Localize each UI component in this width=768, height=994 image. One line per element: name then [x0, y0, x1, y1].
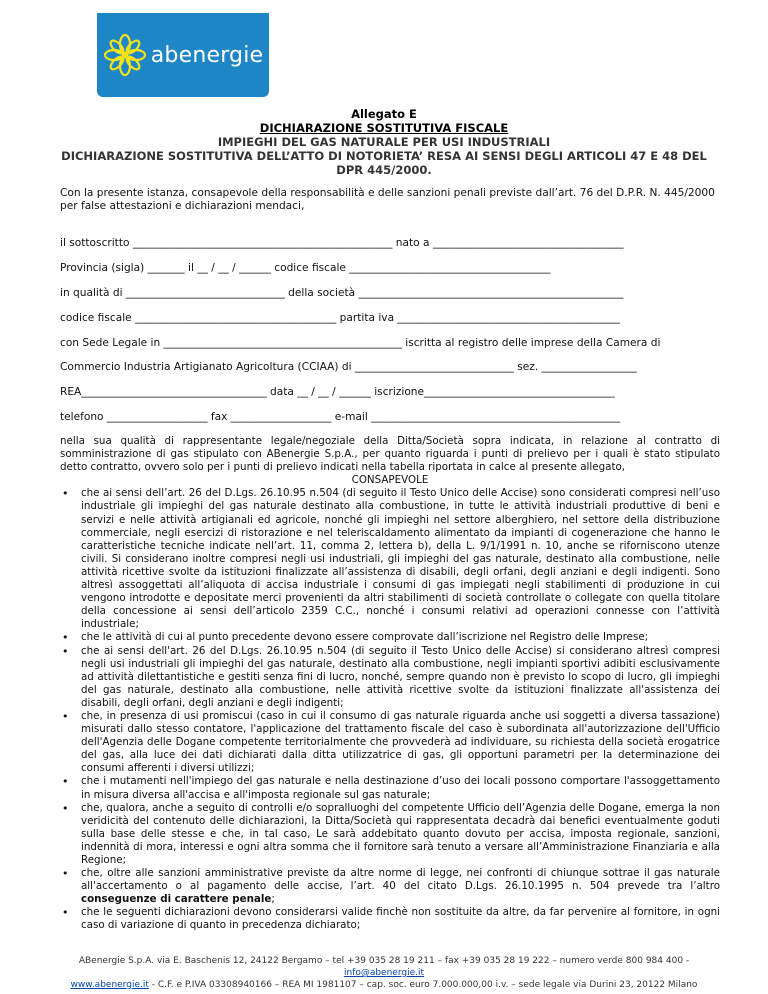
declaration-body: [60, 435, 720, 933]
declaration-title: DICHIARAZIONE SOSTITUTIVA FISCALE: [259, 121, 509, 135]
list-item: • che le attività di cui al punto precedente devono essere comprovate dall’iscrizione nel Registro delle Imprese;: [60, 631, 720, 644]
list-item: • che le seguenti dichiarazioni devono considerarsi valide finchè non sostituite da altre, da far pervenire al fornitore, in ogni caso di variazione di quanto in precedenza dichiarato;: [60, 906, 720, 932]
flower-logo-icon: [103, 33, 147, 77]
form-line-provincia[interactable]: Provincia (sigla) _______ il __ / __ / ______ codice fiscale ______________________________________: [60, 262, 551, 274]
form-line-qualita[interactable]: in qualità di ______________________________ della società __________________________________________________: [60, 287, 624, 299]
form-line-cciaa[interactable]: Commercio Industria Artigianato Agricoltura (CCIAA) di ______________________________ sez. __________________: [60, 361, 637, 373]
annex-title: Allegato E: [351, 107, 417, 121]
page-footer: [40, 955, 728, 991]
subtitle-usage: IMPIEGHI DEL GAS NATURALE PER USI INDUSTRIALI: [217, 135, 551, 149]
list-item: • che ai sensi dell’art. 26 del D.Lgs. 26.10.95 n.504 (di seguito il Testo Unico delle Accise) sono considerati compresi nell’uso industriale gli impieghi del gas naturale destinato alla combustione, in tutte le attività industriali produttive di beni e servizi e nelle attività artigianali ed agricole, nonché gli impieghi nel settore alberghiero, nel settore della distribuzione commerciale, negli esercizi di ristorazione e nel teleriscaldamento alimentato da impianti di cogenerazione che hanno le caratteristiche tecniche indicate nell’art. 11, comma 2, lettera b), della L. 9/1/1991 n. 10, anche se riforniscono utenze civili. Si considerano inoltre compresi negli usi industriali, gli impieghi del gas naturale, destinato alla combustione, nelle attività ricettive svolte da istituzioni finalizzate all’assistenza di disabili, degli orfani, degli anziani e degli indigenti. Sono altresì assoggettati all’aliquota di accisa industriale i consumi di gas impiegati negli stabilimenti di produzione in cui vengono introdotte e depositate merci provenienti da altri stabilimenti di società controllate o collegate con quella titolare della concessione ai sensi dell’articolo 2359 C.C., nonché i consumi relativi ad operazioni connesse con l’attività industriale;: [60, 487, 720, 631]
form-line-codice-fiscale[interactable]: codice fiscale ______________________________________ partita iva __________________________________________: [60, 312, 620, 324]
footer-company-info: - C.F. e P.IVA 03308940166 – REA MI 1981107 – cap. soc. euro 7.000.000,00 i.v. – sede legale via Durini 23, 20122 Milano: [148, 980, 698, 990]
penal-consequences-text: conseguenze di carattere penale: [81, 893, 272, 906]
body-intro: nella sua qualità di rappresentante legale/negoziale della Ditta/Società sopra indicata, in relazione al contratto di somministrazione di gas stipulato con ABenergie S.p.A., per quanto riguarda i punti di prelievo per i quali è stato stipulato detto contratto, ovvero solo per i punti di prelievo indicati nella tabella riportata in calce al presente allegato,: [60, 435, 720, 474]
form-line-sottoscritto[interactable]: il sottoscritto _________________________________________________ nato a ____________________________________: [60, 237, 624, 249]
subtitle-legal-1: DICHIARAZIONE SOSTITUTIVA DELL’ATTO DI NOTORIETA’ RESA AI SENSI DEGLI ARTICOLI 47 E 48 DEL: [61, 149, 707, 163]
conditions-list: [60, 487, 720, 932]
list-item: • che i mutamenti nell'impiego del gas naturale e nella destinazione d’uso dei locali possono comportare l'assoggettamento in misura diversa all'accisa e all'imposta regionale sul gas naturale;: [60, 775, 720, 801]
consapevole-heading: CONSAPEVOLE: [351, 474, 429, 487]
footer-email-link[interactable]: info@abenergie.it: [343, 968, 425, 978]
footer-website-link[interactable]: www.abenergie.it: [70, 980, 149, 990]
form-line-contacts[interactable]: telefono ___________________ fax ___________________ e-mail _______________________________________________: [60, 411, 621, 423]
list-item: • che ai sensi dell'art. 26 del D.Lgs. 26.10.95 n.504 (di seguito il Testo Unico delle Accise) si considerano altresì compresi negli usi industriali gli impieghi del gas naturale, destinato alla combustione, negli impianti sportivi adibiti esclusivamente ad attività dilettantistiche e gestiti senza fini di lucro, nonché, sempre quando non è previsto lo scopo di lucro, gli impieghi del gas naturale, destinato alla combustione, nelle attività ricettive svolte da istituzioni finalizzate all'assistenza dei disabili, degli orfani, degli anziani e degli indigenti;: [60, 645, 720, 710]
list-item-end: ;: [271, 893, 275, 906]
document-heading: [40, 107, 728, 177]
logo-brand-text: abenergie: [150, 42, 264, 68]
form-line-rea[interactable]: REA___________________________________ data __ / __ / ______ iscrizione____________________________________: [60, 386, 615, 398]
subtitle-legal-2: DPR 445/2000.: [336, 163, 432, 177]
form-line-sede-legale[interactable]: con Sede Legale in _____________________________________________ iscritta al registro delle imprese della Camera di: [60, 337, 661, 349]
list-item-text: che, oltre alle sanzioni amministrative previste da altre norme di legge, nei confronti di chiunque sottrae il gas naturale all'accertamento o al pagamento delle accise, l’art. 40 del citato D.Lgs. 26.10.1995 n. 504 prevede tra l’altro: [81, 867, 720, 893]
footer-address: ABenergie S.p.A. via E. Baschenis 12, 24122 Bergamo – tel +39 035 28 19 211 – fax +39 035 28 19 222 – numero verde 800 984 400 -: [78, 956, 690, 966]
list-item: [60, 867, 720, 906]
list-item: • che, qualora, anche a seguito di controlli e/o sopralluoghi del competente Ufficio dell’Agenzia delle Dogane, emerga la non veridicità del contenuto delle dichiarazioni, la Ditta/Società qui rappresentata decadrà dai benefici eventualmente goduti sulla base delle stesse e che, in tal caso, Le sarà addebitato quanto dovuto per accisa, imposta regionale, sanzioni, indennità di mora, interessi e ogni altra somma che il fornitore sarà tenuto a versare all’Amministrazione Finanziaria e alla Regione;: [60, 802, 720, 867]
intro-paragraph: Con la presente istanza, consapevole della responsabilità e delle sanzioni penali previste dall’art. 76 del D.P.R. N. 445/2000 per false attestazioni e dichiarazioni mendaci,: [60, 187, 715, 212]
company-logo: [97, 13, 269, 97]
list-item: • che, in presenza di usi promiscui (caso in cui il consumo di gas naturale riguarda anche usi soggetti a diversa tassazione) misurati dallo stesso contatore, l'applicazione del trattamento fiscale del caso è subordinata all'autorizzazione dell'Ufficio dell'Agenzia delle Dogane competente territorialmente che provvederà ad individuare, su richiesta della società erogatrice del gas, alla luce dei dati dichiarati dalla ditta utilizzatrice di gas, gli opportuni parametri per la determinazione dei consumi afferenti i diversi utilizzi;: [60, 710, 720, 775]
